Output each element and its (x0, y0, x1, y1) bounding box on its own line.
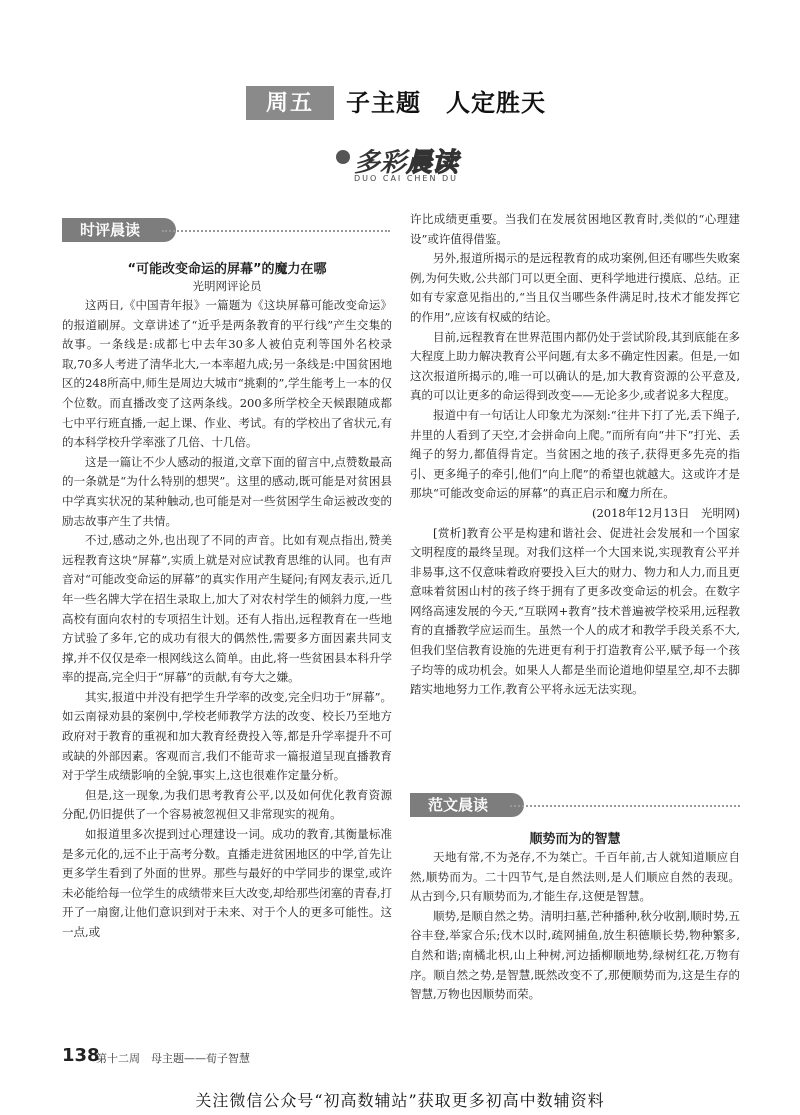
paragraph: 许比成绩更重要。当我们在发展贫困地区教育时,类似的“心理建设”或许值得借鉴。 (410, 212, 740, 246)
paragraph: 这两日,《中国青年报》一篇题为《这块屏幕可能改变命运》的报道刷屏。文章讲述了“近乎是两条教育的平行线”产生交集的故事。一条线是:成都七中去年30多人被伯克利等国外名校录取,70多人考进了清华北大,一本率超九成;另一条线是:中国贫困地区的248所高中,师生是周边大城市“挑剩的”,学生能考上一本的仅个位数。而直播改变了这两条线。200多所学校全天候跟随成都七中平行班直播,一起上课、作业、考试。有的学校出了省状元,有的本科学校升学率涨了几倍、十几倍。 (62, 298, 392, 450)
left-column (62, 296, 392, 1036)
paragraph: 不过,感动之外,也出现了不同的声音。比如有观点指出,赞美远程教育这块“屏幕”,实质上就是对应试教育思维的认同。也有声音对“可能改变命运的屏幕”的真实作用产生疑问;有网友表示,近几年一些名牌大学在招生录取上,加大了对农村学生的倾斜力度,一些高校有面向农村的专项招生计划。还有人指出,远程教育在一些地方试验了多年,它的成功有很大的偶然性,需要多方面因素共同支撑,并不仅仅是牵一根网线这么简单。由此,将一些贫困县本科升学率的提高,完全归于“屏幕”的贡献,有夸大之嫌。 (62, 533, 392, 685)
section-divider (162, 230, 390, 232)
section-tab-model-essay: 范文晨读 (410, 793, 524, 817)
essay-title: 顺势而为的智慧 (529, 832, 621, 847)
paragraph: 报道中有一句话让人印象尤为深刻:“往井下打了光,丢下绳子,井里的人看到了天空,才会拼命向上爬。”而所有向“井下”打光、丢绳子的努力,都值得肯定。当贫困之地的孩子,获得更多先亮的指引、更多绳子的牵引,他们“向上爬”的希望也就越大。这或许才是那块“可能改变命运的屏幕”的真正启示和魔力所在。 (410, 407, 740, 501)
analysis-text: 教育公平是构建和谐社会、促进社会发展和一个国家文明程度的最终呈现。对我们这样一个大国来说,实现教育公平并非易事,这不仅意味着政府要投入巨大的财力、物力和人力,而且更意味着贫困山村的孩子终于拥有了更多改变命运的机会。在数字网络高速发展的今天,“互联网+教育”技术普遍被学校采用,远程教育的直播教学应运而生。虽然一个人的成才和教学手段关系不大,但我们坚信教育设施的先进更有利于打造教育公平,赋予每一个孩子均等的成功机会。如果人人都是坐而论道地仰望星空,却不去脚踏实地地努力工作,教育公平将永远无法实现。 (410, 525, 740, 697)
paragraph: 目前,远程教育在世界范围内都仍处于尝试阶段,其到底能在多大程度上助力解决教育公平问题,有太多不确定性因素。但是,一如这次报道所揭示的,唯一可以确认的是,加大教育资源的公平意及,真的可以让更多的命运得到改变——无论多少,或者说多大程度。 (410, 329, 740, 403)
section-divider (510, 805, 740, 807)
article-title: “可能改变命运的屏幕”的魔力在哪 (127, 262, 327, 277)
article-source: (2018年12月13日 光明网) (591, 505, 740, 520)
article-author: 光明网评论员 (192, 279, 262, 293)
paragraph: 其实,报道中并没有把学生升学率的改变,完全归功于“屏幕”。如云南禄劝县的案例中,学校老师教学方法的改变、校长乃至地方政府对于教育的重视和加大教育经费投入等,都是升学率提升不可或缺的外部因素。客观而言,我们不能苛求一篇报道呈现直播教育对于学生成绩影响的全貌,事实上,这也很难作定量分析。 (62, 689, 392, 783)
analysis-note (410, 524, 740, 700)
logo-main-dark: 多彩 (354, 148, 407, 178)
paragraph: 天地有常,不为尧存,不为桀亡。千百年前,古人就知道顺应自然,顺势而为。二十四节气,是自然法则,是人们顺应自然的表现。从古到今,只有顺势而为,才能生存,这便是智慧。 (410, 850, 740, 904)
paragraph: 顺势,是顺自然之势。清明扫墓,芒种播种,秋分收割,顺时势,五谷丰登,举家合乐;伐木以时,疏网捕鱼,放生积德顺长势,物种繁多,自然和谐;南橘北枳,山上种树,河边插柳顺地势,绿树红花,万物有序。顺自然之势,是智慧,既然改变不了,那便顺势而为,这是生存的智慧,万物也因顺势而荣。 (410, 908, 740, 1002)
section-tab-commentary: 时评晨读 (62, 218, 176, 242)
logo-main-light: 晨读 (406, 148, 459, 178)
page-number: 138 (62, 1045, 100, 1066)
footer-text: 第十二周 母主题——荀子智慧 (96, 1052, 250, 1065)
bottom-note: 关注微信公众号“初高数辅站”获取更多初高中数辅资料 (195, 1091, 605, 1110)
right-column (410, 210, 740, 785)
chapter-day: 周五 (265, 90, 314, 116)
paragraph: 另外,报道所揭示的是远程教育的成功案例,但还有哪些失败案例,为何失败,公共部门可以更全面、更科学地进行摸底、总结。正如有专家意见指出的,“当且仅当哪些条件满足时,技术才能发挥它的作用”,应该有权威的结论。 (410, 251, 740, 324)
essay-column (410, 848, 740, 1038)
chapter-title: 子主题 人定胜天 (346, 88, 546, 117)
paragraph: 这是一篇让不少人感动的报道,文章下面的留言中,点赞数最高的一条就是“为什么特别的想哭”。这里的感动,既可能是对贫困县中学真实状况的某种触动,也可能是对一些贫困学生命运被改变的励志故事产生了共情。 (62, 454, 392, 528)
logo-subtitle: DUO CAI CHEN DU (354, 174, 459, 183)
analysis-label: [赏析] (433, 525, 467, 540)
paragraph: 但是,这一现象,为我们思考教育公平,以及如何优化教育资源分配,仍旧提供了一个容易被忽视但又非常现实的视角。 (62, 787, 392, 822)
paragraph: 如报道里多次提到过心理建设一词。成功的教育,其衡量标准是多元化的,远不止于高考分数。直播走进贫困地区的中学,首先让更多学生看到了外面的世界。那些与最好的中学同步的课堂,或许未必能给每一位学生的成绩带来巨大改变,却给那些闭塞的青春,打开了一扇窗,让他们意识到对于未来、对于个人的更多可能性。这一点,或 (62, 827, 392, 939)
logo-dot-icon (336, 150, 350, 164)
